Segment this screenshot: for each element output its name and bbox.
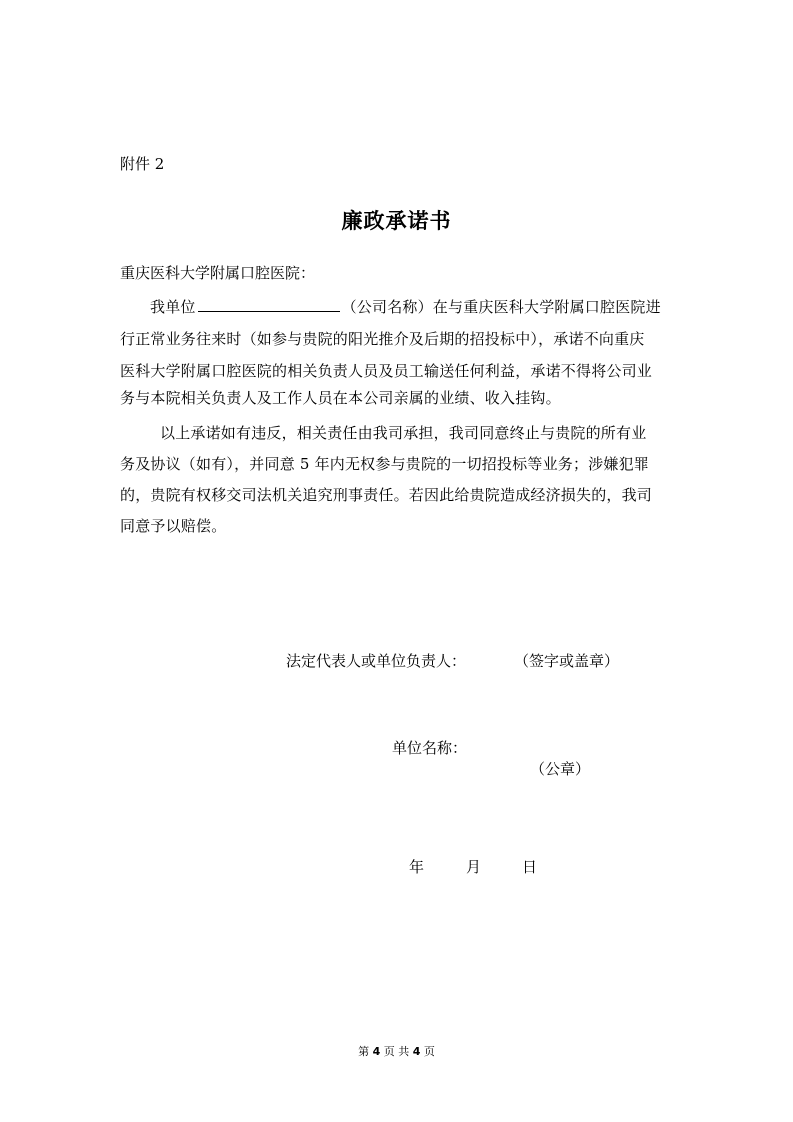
representative-label: 法定代表人或单位负责人： (286, 652, 467, 670)
paragraph2-line2: 务及协议（如有），并同意 5 年内无权参与贵院的一切招投标等业务；涉嫌犯罪 (120, 455, 649, 473)
paragraph1-line1-rest: （公司名称）在与重庆医科大学附属口腔医院进 (341, 298, 661, 316)
paragraph1-prefix: 我单位 (150, 298, 196, 316)
document-title: 廉政承诺书 (341, 208, 452, 233)
unit-name-label: 单位名称： (392, 739, 468, 757)
paragraph2-line4: 同意予以赔偿。 (120, 517, 227, 535)
footer-prefix: 第 (358, 1045, 370, 1058)
date-year: 年 (409, 858, 425, 876)
paragraph1-line2: 行正常业务往来时（如参与贵院的阳光推介及后期的招投标中），承诺不向重庆 (120, 330, 645, 348)
paragraph2-line1: 以上承诺如有违反，相关责任由我司承担，我司同意终止与贵院的所有业 (160, 424, 647, 442)
attachment-label: 附件 2 (120, 155, 165, 173)
paragraph2-line3: 的，贵院有权移交司法机关追究刑事责任。若因此给贵院造成经济损失的，我司 (120, 486, 653, 504)
footer-page-number: 4 (372, 1045, 381, 1058)
paragraph1-line1 (150, 296, 661, 317)
seal-note: （公章） (530, 760, 591, 778)
representative-note: （签字或盖章） (514, 652, 620, 670)
company-name-blank (198, 297, 340, 312)
paragraph1-line3: 医科大学附属口腔医院的相关负责人员及员工输送任何利益，承诺不得将公司业 (120, 362, 653, 380)
addressee: 重庆医科大学附属口腔医院： (120, 264, 316, 282)
footer-total-pages: 4 (412, 1045, 421, 1058)
date-day: 日 (522, 858, 538, 876)
footer-suffix: 页 (423, 1045, 435, 1058)
footer-middle: 页 共 (383, 1045, 410, 1058)
page-footer (0, 1043, 793, 1059)
date-month: 月 (466, 858, 482, 876)
paragraph1-line4: 务与本院相关负责人及工作人员在本公司亲属的业绩、收入挂钩。 (120, 389, 561, 407)
